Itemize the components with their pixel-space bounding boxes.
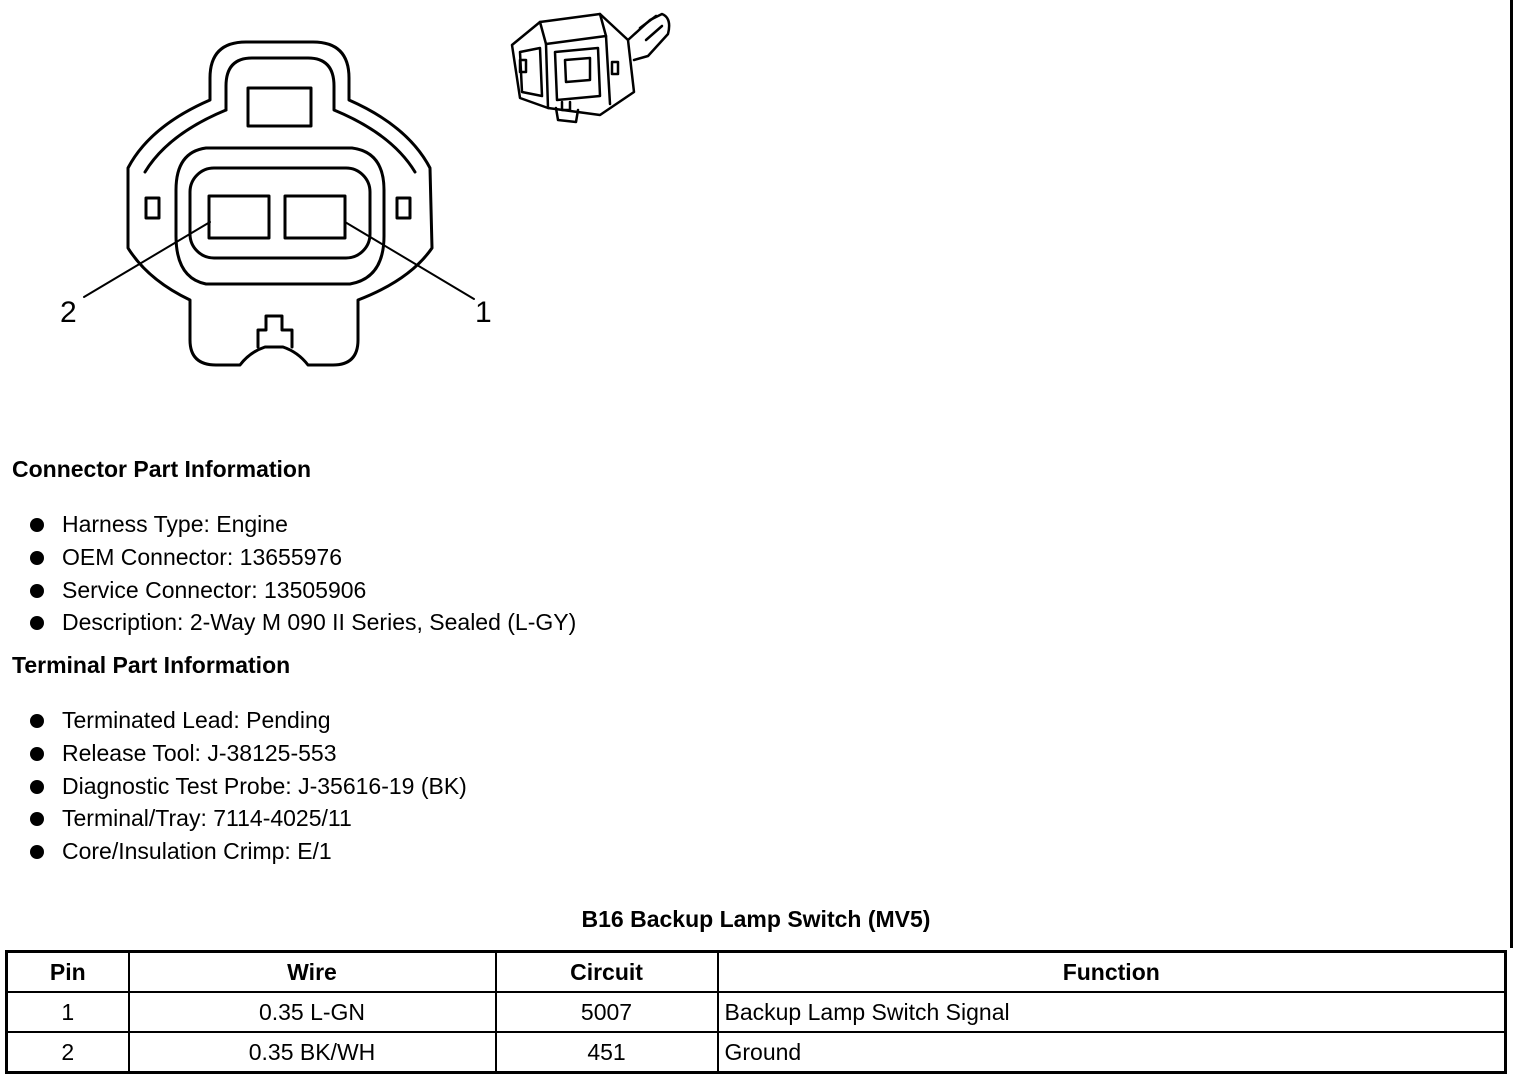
table-header-row [7, 952, 1506, 993]
bullet-icon [30, 780, 44, 794]
column-header-pin: Pin [7, 952, 129, 993]
cell-pin: 1 [7, 992, 129, 1032]
connector-face-diagram [60, 40, 500, 375]
cell-circuit: 451 [496, 1032, 718, 1073]
bullet-icon [30, 616, 44, 630]
list-item: Harness Type: Engine [0, 508, 576, 541]
connector-info-heading: Connector Part Information [12, 456, 312, 482]
cell-function: Ground [718, 1032, 1506, 1073]
list-item: Terminated Lead: Pending [0, 704, 467, 737]
column-header-circuit: Circuit [496, 952, 718, 993]
list-item: Terminal/Tray: 7114-4025/11 [0, 802, 467, 835]
terminal-info-heading: Terminal Part Information [12, 652, 291, 678]
table-row [7, 1032, 1506, 1073]
cell-function: Backup Lamp Switch Signal [718, 992, 1506, 1032]
bullet-icon [30, 551, 44, 565]
bullet-icon [30, 584, 44, 598]
list-item: Diagnostic Test Probe: J-35616-19 (BK) [0, 770, 467, 803]
column-header-wire: Wire [129, 952, 496, 993]
list-item: Description: 2-Way M 090 II Series, Sealed (L-GY) [0, 606, 576, 639]
bullet-icon [30, 812, 44, 826]
table-title: B16 Backup Lamp Switch (MV5) [581, 906, 931, 932]
bullet-icon [30, 714, 44, 728]
list-item: OEM Connector: 13655976 [0, 541, 576, 574]
pin-table [5, 950, 1507, 1074]
table-row [7, 992, 1506, 1032]
connector-isometric-diagram [505, 5, 675, 127]
pin-label-2: 2 [60, 296, 77, 329]
page-border-right [1510, 0, 1513, 948]
cell-wire: 0.35 L-GN [129, 992, 496, 1032]
connector-info-list [0, 508, 576, 639]
terminal-info-list [0, 704, 467, 868]
bullet-icon [30, 845, 44, 859]
list-item: Core/Insulation Crimp: E/1 [0, 835, 467, 868]
bullet-icon [30, 747, 44, 761]
list-item: Service Connector: 13505906 [0, 574, 576, 607]
cell-wire: 0.35 BK/WH [129, 1032, 496, 1073]
cell-circuit: 5007 [496, 992, 718, 1032]
column-header-function: Function [718, 952, 1506, 993]
cell-pin: 2 [7, 1032, 129, 1073]
list-item: Release Tool: J-38125-553 [0, 737, 467, 770]
pin-label-1: 1 [475, 296, 492, 329]
bullet-icon [30, 518, 44, 532]
